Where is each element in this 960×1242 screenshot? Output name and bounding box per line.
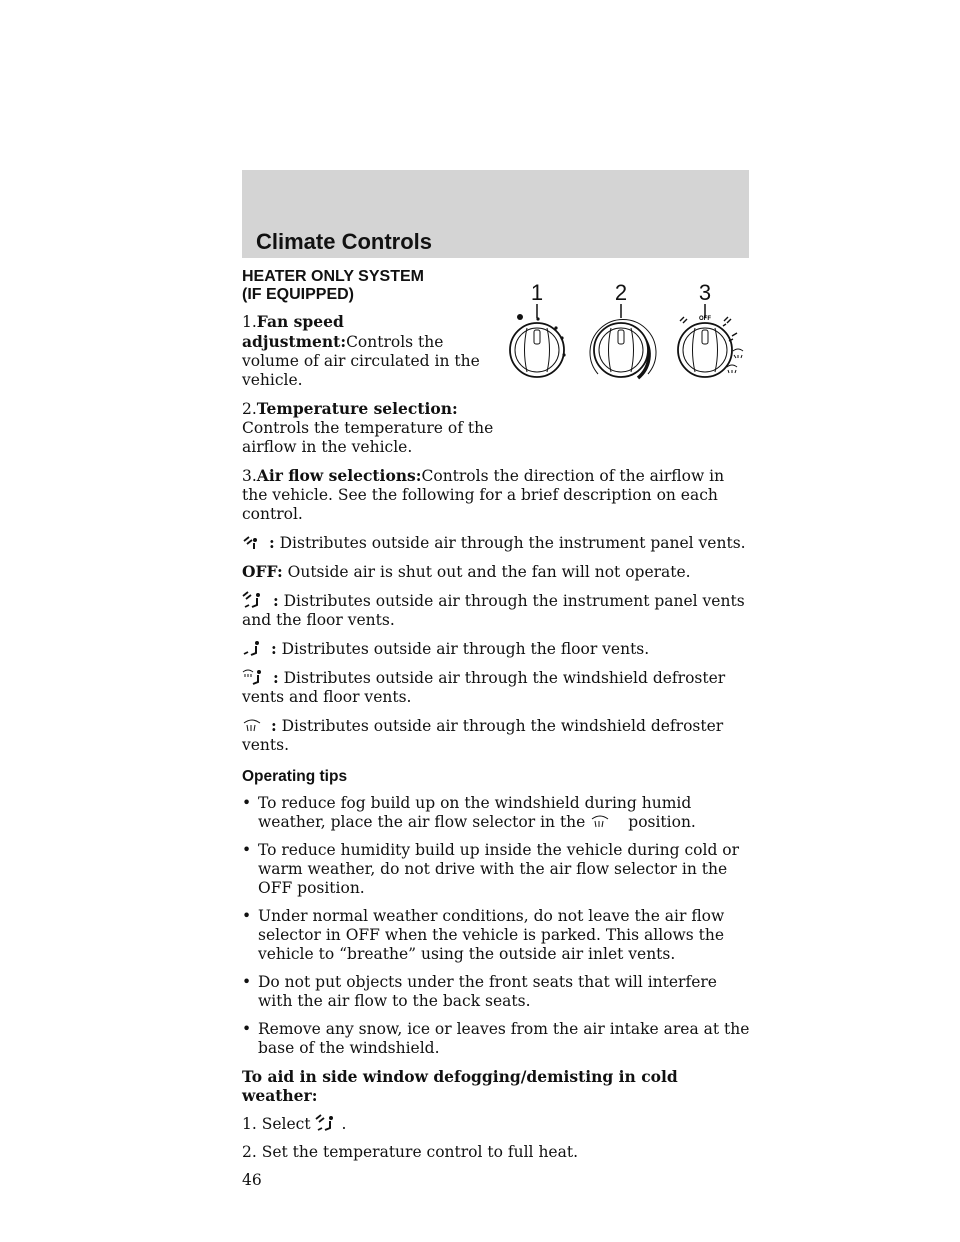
mode-floor: : Distributes outside air through the floor vents. (242, 639, 752, 659)
list-item: • Under normal weather conditions, do not leave the air flow selector in OFF when the vehicle is parked. This allows the vehicle to “breathe” using the outside air inlet vents. (242, 907, 725, 963)
item-2: 2.Temperature selection: Controls the temperature of the airflow in the vehicle. (242, 399, 494, 456)
page-title: Climate Controls (256, 229, 433, 254)
panel-vent-icon (242, 535, 260, 551)
defrost-floor-icon (242, 668, 264, 686)
mode-off: OFF: Outside air is shut out and the fan will not operate. (242, 562, 691, 581)
mode-panel: : Distributes outside air through the instrument panel vents. (242, 533, 752, 553)
defrost-icon (590, 814, 624, 830)
list-item: • Do not put objects under the front seats that will interfere with the air flow to the back seats. (242, 973, 717, 1010)
content (242, 268, 752, 1199)
mode-defrost-floor: : Distributes outside air through the windshield defroster vents and floor vents. (242, 668, 726, 706)
knob-label-1: 1 (530, 280, 544, 305)
section-title: HEATER ONLY SYSTEM (IF EQUIPPED) (242, 268, 424, 303)
item-3: 3.Air flow selections:Controls the direction of the airflow in the vehicle. See the following for a brief description on each control. (242, 466, 725, 523)
list-item: • Remove any snow, ice or leaves from the air intake area at the base of the windshield. (242, 1020, 750, 1057)
mode-defrost: : Distributes outside air through the windshield defroster vents. (242, 716, 724, 754)
item-1: 1.Fan speed adjustment:Controls the volume of air circulated in the vehicle. (242, 312, 480, 389)
panel-floor-icon (242, 591, 264, 609)
defrost-icon (242, 718, 262, 734)
page-number: 46 (242, 1171, 262, 1189)
operating-tips-list (242, 794, 752, 1058)
defog-step-1: 1. Select . (242, 1115, 347, 1133)
knob-label-2: 2 (614, 280, 628, 305)
list-item: • To reduce fog build up on the windshield during humid weather, place the air flow selector in the position. (242, 794, 696, 831)
floor-vent-icon (242, 639, 262, 657)
operating-tips-title: Operating tips (242, 768, 348, 785)
defog-step-2: 2. Set the temperature control to full heat. (242, 1143, 578, 1161)
panel-floor-icon (315, 1114, 337, 1132)
mode-panel-floor: : Distributes outside air through the instrument panel vents and the floor vents. (242, 591, 745, 629)
knob-label-3: 3 (698, 280, 712, 305)
list-item: • To reduce humidity build up inside the vehicle during cold or warm weather, do not drive with the air flow selector in the OFF position. (242, 841, 740, 897)
defog-title: To aid in side window defogging/demisting in cold weather: (242, 1067, 678, 1105)
off-label: OFF (699, 316, 711, 322)
